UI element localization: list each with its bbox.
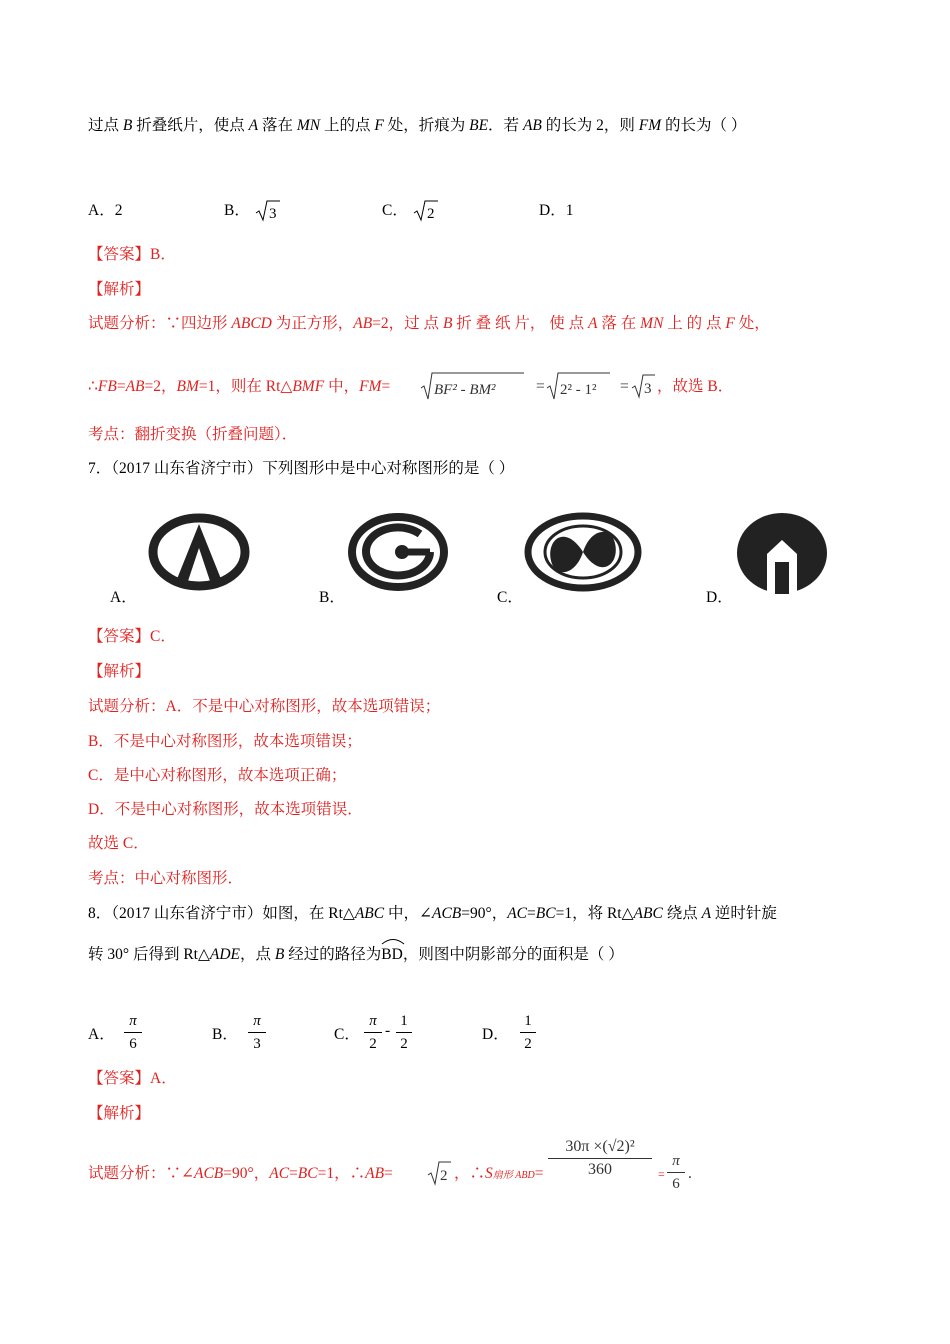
q8-analysis-title: 【解析】: [88, 1105, 151, 1122]
q7-figure-a: [147, 512, 251, 597]
q7-analysis-line: D．不是中心对称图形，故本选项错误．: [88, 801, 363, 818]
sqrt-2sq-minus-1sq: [546, 371, 612, 406]
q7-kaodian: 考点：中心对称图形．: [88, 870, 244, 887]
q8-analysis-sector: ，∴S扇形 ABD=: [454, 1165, 544, 1182]
q7-option-c[interactable]: C．: [497, 589, 523, 606]
q8-option-c-fraction1: π 2: [364, 1012, 382, 1053]
q6-option-d[interactable]: D．1: [539, 202, 574, 219]
q7-analysis-line: 试题分析：A．不是中心对称图形，故本选项错误；: [88, 698, 441, 715]
q7-figure-c: [524, 512, 642, 597]
svg-text:3: 3: [644, 381, 652, 397]
svg-text:3: 3: [268, 206, 277, 223]
q8-option-c[interactable]: C．: [334, 1026, 360, 1043]
q6-option-c[interactable]: C． 2: [382, 198, 438, 223]
sqrt-bf2-minus-bm2: [420, 371, 526, 406]
svg-text:2² - 1²: 2² - 1²: [560, 382, 597, 398]
q6-analysis-title: 【解析】: [88, 281, 151, 298]
sqrt-3: [631, 373, 657, 404]
svg-text:2: 2: [440, 1168, 448, 1184]
equals-sign: =: [620, 378, 629, 395]
q7-figure-d: [733, 510, 831, 601]
svg-text:2: 2: [426, 206, 435, 223]
sqrt-2: [427, 1160, 453, 1191]
equals-sign: =: [658, 1167, 665, 1181]
q6-choose-b: ，故选 B．: [657, 378, 734, 395]
q8-option-a[interactable]: A．: [88, 1026, 115, 1043]
q8-stem-line1: 8．（2017 山东省济宁市）如图，在 Rt△ABC 中，∠ACB=90°，AC=BC=1，将 Rt△ABC 绕点 A 逆时针旋: [88, 905, 777, 922]
q7-analysis-line: 故选 C．: [88, 835, 149, 852]
q6-answer: 【答案】B．: [88, 246, 176, 263]
period: .: [688, 1165, 692, 1182]
q8-option-b[interactable]: B．: [212, 1026, 238, 1043]
q8-option-b-fraction: π 3: [248, 1012, 266, 1053]
q8-option-c-fraction2: 1 2: [396, 1012, 412, 1053]
q8-option-a-fraction: π 6: [124, 1012, 142, 1053]
result-fraction: π 6: [667, 1152, 685, 1193]
q6-option-b[interactable]: B． 3: [224, 198, 280, 223]
q7-figure-b: [346, 512, 450, 597]
q7-analysis-title: 【解析】: [88, 663, 151, 680]
q7-stem: 7．（2017 山东省济宁市）下列图形中是中心对称图形的是（ ）: [88, 460, 515, 477]
svg-text:BF² - BM²: BF² - BM²: [434, 382, 496, 398]
q8-stem-line2: 转 30° 后得到 Rt△ADE，点 B 经过的路径为 BD，则图中阴影部分的面积是（ ）: [88, 941, 624, 965]
q7-option-a[interactable]: A．: [110, 589, 137, 606]
equals-sign: =: [536, 378, 545, 395]
q6-stem: 过点 B 折叠纸片，使点 A 落在 MN 上的点 F 处，折痕为 BE．若 AB 的长为 2，则 FM 的长为（ ）: [88, 117, 747, 134]
q7-answer: 【答案】C．: [88, 628, 176, 645]
q6-kaodian: 考点：翻折变换（折叠问题）．: [88, 426, 298, 443]
q7-analysis-line: C．是中心对称图形，故本选项正确；: [88, 767, 347, 784]
q8-option-d-fraction: 1 2: [520, 1012, 536, 1053]
sqrt-symbol: [254, 199, 280, 223]
arc-bd: BD: [381, 941, 403, 965]
q7-option-b[interactable]: B．: [319, 589, 345, 606]
sector-area-fraction: 30π ×(√2)² 360: [548, 1138, 652, 1179]
q8-option-c-minus: -: [385, 1022, 391, 1039]
q6-analysis-line2: ∴FB=AB=2，BM=1，则在 Rt△BMF 中，FM=: [88, 378, 391, 395]
sqrt-symbol: [412, 199, 438, 223]
q6-analysis-line1: 试题分析：∵四边形 ABCD 为正方形，AB=2，过 点 B 折 叠 纸 片， 使 点 A 落 在 MN 上 的 点 F 处，: [88, 315, 770, 332]
q6-option-a[interactable]: A．2: [88, 202, 123, 219]
q8-answer: 【答案】A．: [88, 1070, 177, 1087]
q7-option-d[interactable]: D．: [706, 589, 733, 606]
q7-analysis-line: B．不是中心对称图形，故本选项错误；: [88, 733, 362, 750]
q8-analysis-line: 试题分析：∵∠ACB=90°，AC=BC=1，∴AB=: [88, 1165, 393, 1182]
q8-option-d[interactable]: D．: [482, 1026, 509, 1043]
